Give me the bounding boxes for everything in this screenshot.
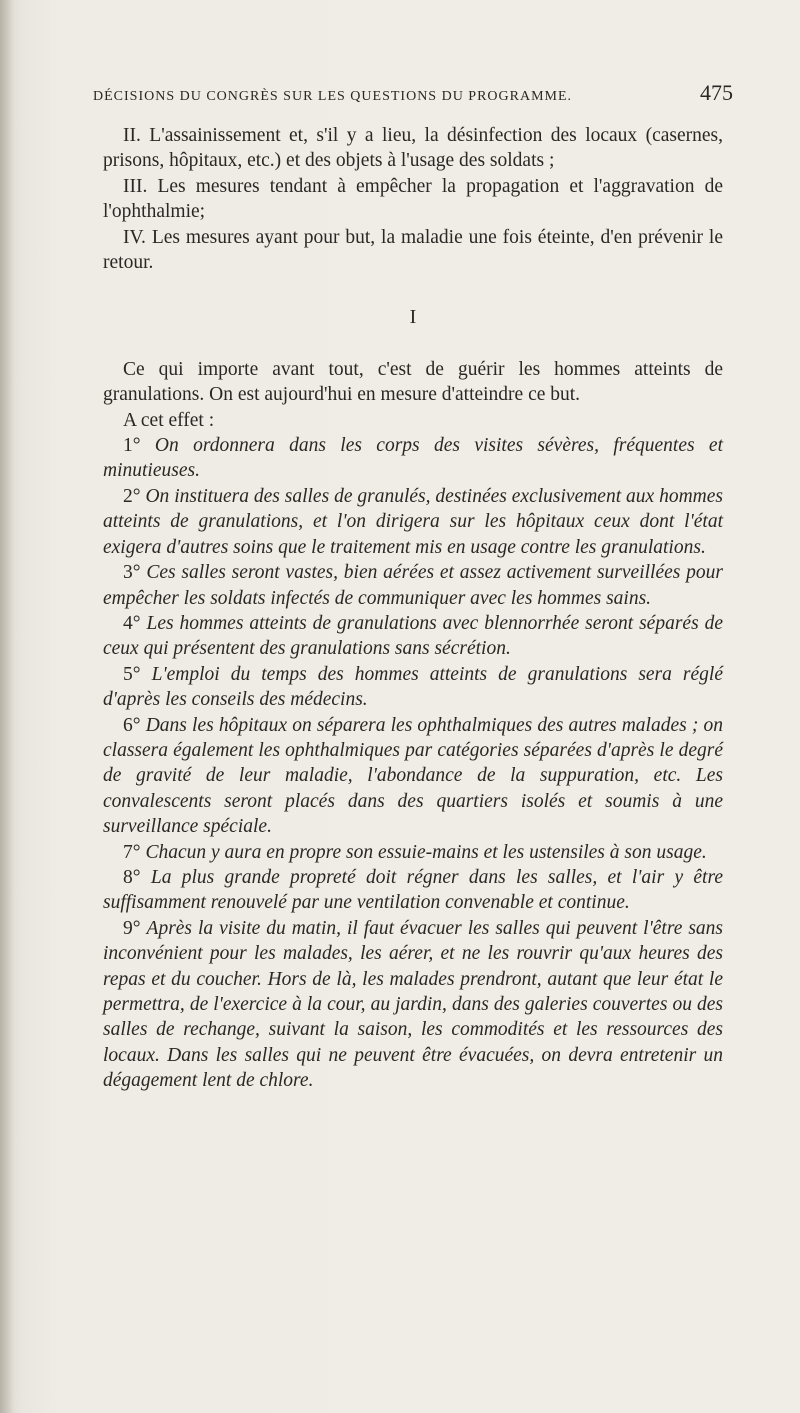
page-number: 475 (700, 80, 733, 105)
binding-shadow (0, 0, 14, 1413)
rule-item-9: 9° Après la visite du matin, il faut évacuer les salles qui peuvent l'être sans inconvénient pour les malades, les aérer, et ne les rouvrir qu'aux heures des repas et du coucher. Hors de là, les malades prendront, autant que leur état le permettra, de l'exercice à la cour, au jardin, dans des galeries couvertes ou des salles de rechange, suivant la saison, les commodités et les ressources des locaux. Dans les salles qui ne peuvent être évacuées, on devra entretenir un dégagement lent de chlore. (103, 917, 723, 1092)
rule-item-5: 5° L'emploi du temps des hommes atteints de granulations sera réglé d'après les conseils des médecins. (103, 663, 723, 711)
page-body (103, 123, 723, 1094)
lead-paragraph: Ce qui importe avant tout, c'est de guérir les hommes atteints de granulations. On est aujourd'hui en mesure d'atteindre ce but. (103, 358, 723, 406)
rule-item-2: 2° On instituera des salles de granulés, destinées exclusivement aux hommes atteints de granulations, et l'on dirigera sur les hôpitaux ceux dont l'état exigera d'autres soins que le traitement mis en usage contre les granulations. (103, 485, 723, 558)
transition-line: A cet effet : (123, 409, 215, 431)
section-heading: I (409, 306, 417, 329)
rule-item-6: 6° Dans les hôpitaux on séparera les ophthalmiques des autres malades ; on classera également les ophthalmiques par catégories séparées d'après le degré de gravité de leur maladie, l'abondance de la suppuration, etc. Les convalescents seront placés dans des quartiers isolés et soumis à une surveillance spéciale. (103, 714, 723, 838)
rule-item-4: 4° Les hommes atteints de granulations avec blennorrhée seront séparés de ceux qui présentent des granulations sans sécrétion. (103, 612, 724, 660)
rule-item-3: 3° Ces salles seront vastes, bien aérées et assez activement surveillées pour empêcher les soldats infectés de communiquer avec les hommes sains. (103, 562, 724, 609)
intro-item-ii: II. L'assainissement et, s'il y a lieu, la désinfection des locaux (casernes, prisons, hôpitaux, etc.) et des objets à l'usage des soldats ; (103, 125, 723, 172)
intro-item-iii: III. Les mesures tendant à empêcher la propagation et l'aggravation de l'ophthalmie; (103, 175, 723, 223)
running-header (93, 80, 733, 108)
intro-item-iv: IV. Les mesures ayant pour but, la maladie une fois éteinte, d'en prévenir le retour. (103, 226, 723, 274)
rule-item-1: 1° On ordonnera dans les corps des visites sévères, fréquentes et minutieuses. (103, 435, 723, 482)
rule-item-8: 8° La plus grande propreté doit régner dans les salles, et l'air y être suffisamment renouvelé par une ventilation convenable et continue. (103, 866, 723, 914)
running-title: DÉCISIONS DU CONGRÈS SUR LES QUESTIONS DU PROGRAMME. (93, 89, 573, 104)
rule-item-7: 7° Chacun y aura en propre son essuie-mains et les ustensiles à son usage. (123, 841, 707, 863)
